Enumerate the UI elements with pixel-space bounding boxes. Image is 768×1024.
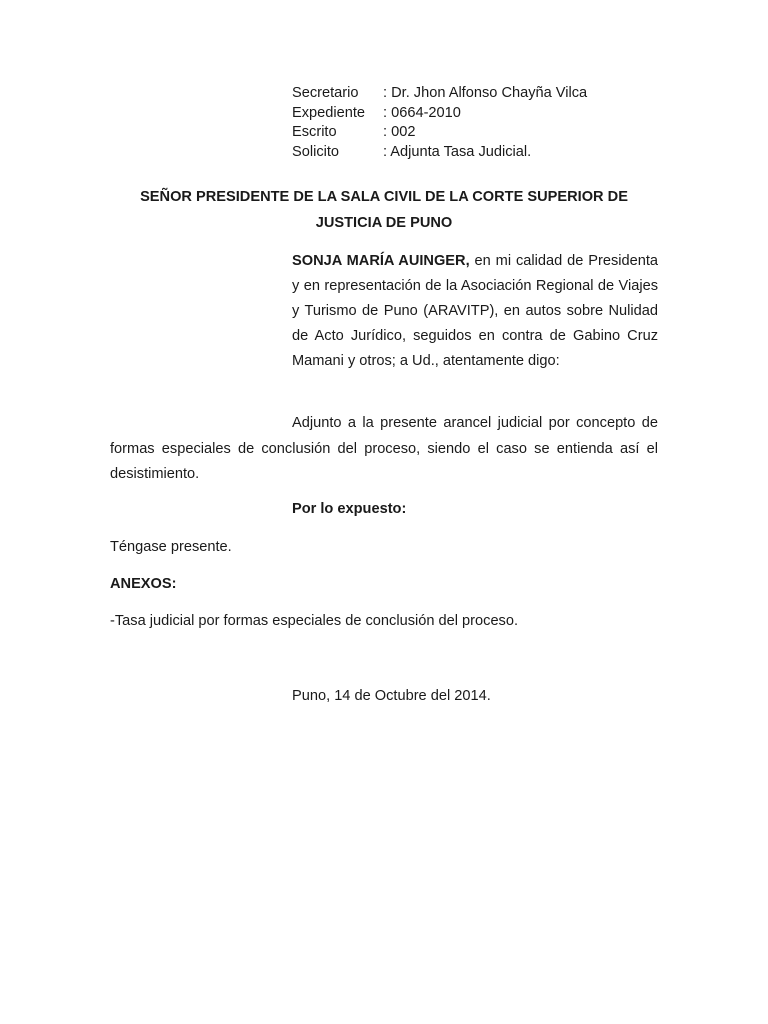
anexos-heading: ANEXOS: bbox=[110, 576, 177, 592]
header-label: Secretario bbox=[292, 85, 359, 101]
anexo-item: -Tasa judicial por formas especiales de conclusión del proceso. bbox=[110, 613, 519, 629]
header-row-secretario bbox=[292, 84, 587, 104]
header-row-expediente bbox=[292, 104, 587, 124]
intro-text: en mi calidad de Presidenta y en representación de la Asociación Regional de Viajes y Turismo de Puno (ARAVITP), en autos sobre Nulidad de Acto Jurídico, seguidos en contra de Gabino Cruz Mamani y otros; a Ud., atentamente digo: bbox=[292, 253, 659, 369]
header-row-escrito bbox=[292, 123, 587, 143]
header-value: : Adjunta Tasa Judicial. bbox=[383, 143, 532, 160]
header-row-solicito bbox=[292, 143, 587, 163]
header-label: Escrito bbox=[292, 124, 337, 140]
date-line: Puno, 14 de Octubre del 2014. bbox=[292, 688, 491, 704]
header-value: : 0664-2010 bbox=[383, 104, 461, 121]
tengase-presente: Téngase presente. bbox=[110, 539, 232, 555]
petitioner-name: SONJA MARÍA AUINGER, bbox=[292, 253, 470, 269]
header-label: Solicito bbox=[292, 143, 340, 160]
intro-paragraph bbox=[292, 249, 658, 374]
por-lo-expuesto-heading: Por lo expuesto: bbox=[292, 501, 407, 517]
case-header bbox=[292, 84, 587, 162]
header-value: : Dr. Jhon Alfonso Chayña Vilca bbox=[383, 85, 588, 101]
document-title: SEÑOR PRESIDENTE DE LA SALA CIVIL DE LA CORTE SUPERIOR DE JUSTICIA DE PUNO bbox=[140, 189, 628, 231]
header-label: Expediente bbox=[292, 104, 366, 121]
body-paragraph: Adjunto a la presente arancel judicial por concepto de formas especiales de conclusión del proceso, siendo el caso se entienda así el desistimiento. bbox=[110, 415, 658, 482]
header-value: : 002 bbox=[383, 124, 416, 140]
